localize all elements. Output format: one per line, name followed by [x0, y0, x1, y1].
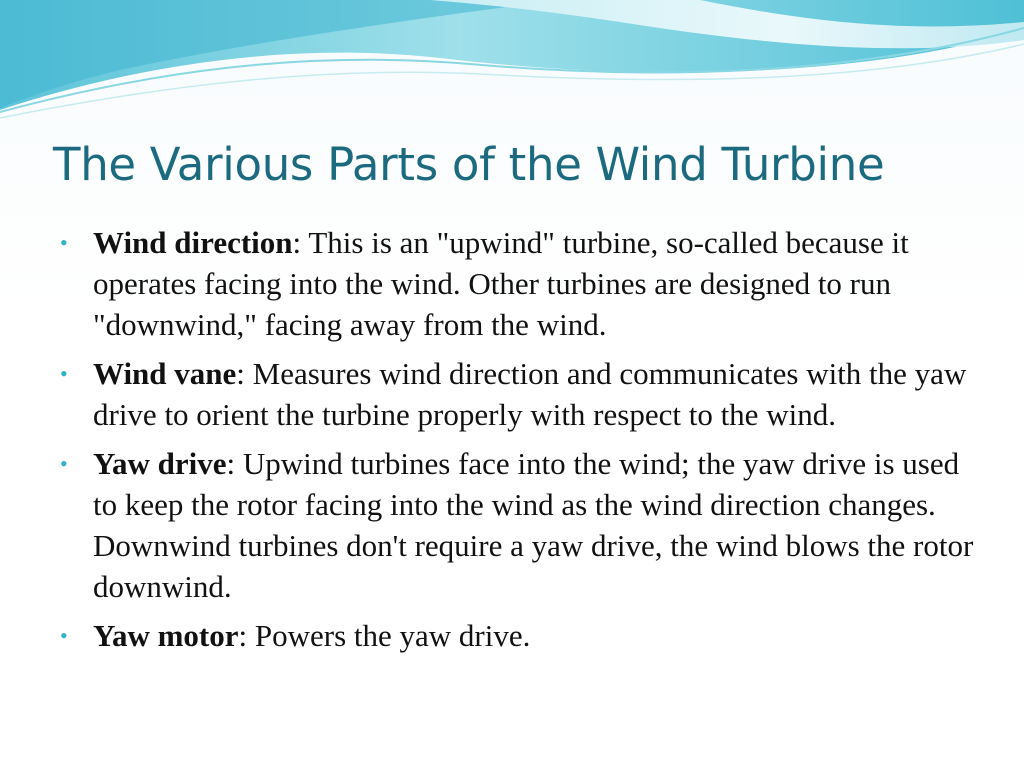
bullet-list	[58, 222, 978, 664]
header-wave-decoration	[0, 0, 1024, 130]
bullet-icon: •	[60, 361, 68, 386]
bullet-text: : Measures wind direction and communicates with the yaw drive to orient the turbine properly with respect to the wind.	[93, 356, 967, 432]
bullet-term: Yaw motor	[93, 618, 239, 653]
bullet-text: : Powers the yaw drive.	[238, 618, 531, 653]
bullet-term: Wind direction	[93, 225, 293, 260]
bullet-icon: •	[60, 623, 68, 648]
bullet-text: : This is an "upwind" turbine, so-called because it operates facing into the wind. Other turbines are designed to run "downwind," facing away from the wind.	[93, 225, 909, 342]
bullet-item-wind-vane	[58, 353, 978, 435]
bullet-term: Yaw drive	[93, 446, 227, 481]
slide-title: The Various Parts of the Wind Turbine	[53, 138, 885, 191]
bullet-term: Wind vane	[93, 356, 237, 391]
bullet-item-yaw-motor	[58, 615, 978, 656]
bullet-item-yaw-drive	[58, 443, 978, 607]
bullet-icon: •	[60, 230, 68, 255]
bullet-item-wind-direction	[58, 222, 978, 345]
bullet-icon: •	[60, 451, 68, 476]
bullet-text: : Upwind turbines face into the wind; the yaw drive is used to keep the rotor facing into the wind as the wind direction changes. Downwind turbines don't require a yaw drive, the wind blows the rotor downwind.	[93, 446, 974, 604]
